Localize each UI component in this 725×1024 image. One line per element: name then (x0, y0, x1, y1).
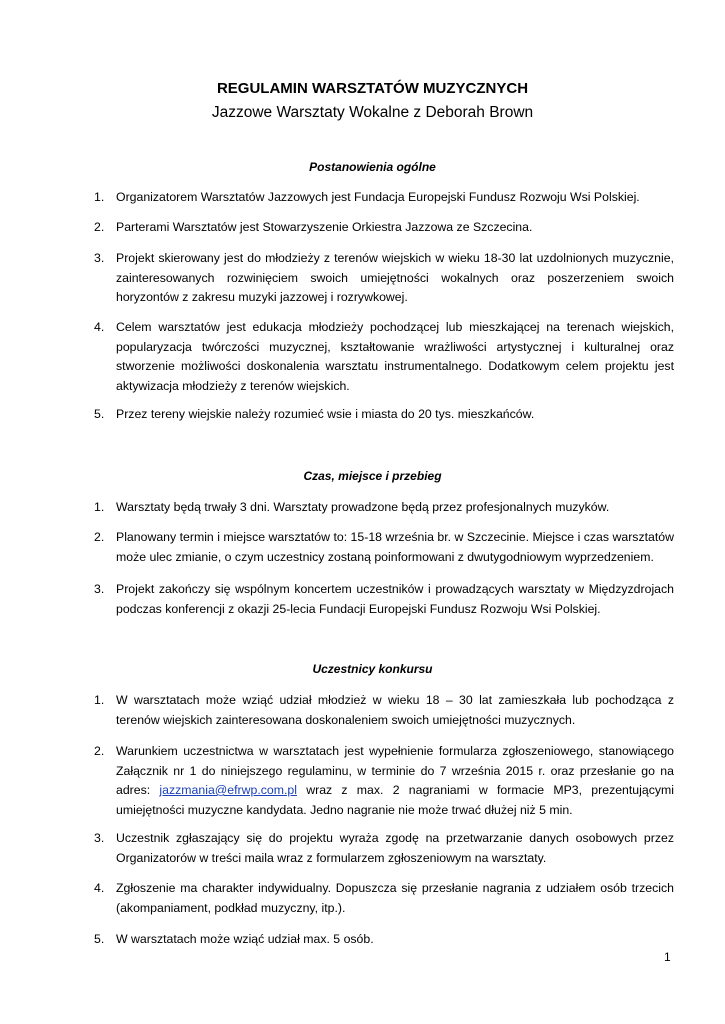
item-number: 3. (94, 251, 105, 265)
list-item (94, 528, 674, 567)
list-item (94, 498, 674, 518)
item-number: 3. (94, 831, 105, 845)
list-item (94, 879, 674, 918)
page-number: 1 (664, 950, 671, 964)
item-number: 5. (94, 932, 105, 946)
document-title: REGULAMIN WARSZTATÓW MUZYCZNYCH (216, 80, 529, 97)
item-number: 1. (94, 693, 105, 707)
section-heading-participants: Uczestnicy konkursu (312, 662, 433, 676)
email-link[interactable]: jazzmania@efrwp.com.pl (159, 783, 297, 797)
item-text: Przez tereny wiejskie należy rozumieć wsie i miasta do 20 tys. mieszkańców. (116, 407, 535, 421)
item-number: 4. (94, 320, 105, 334)
item-text: Warsztaty będą trwały 3 dni. Warsztaty prowadzone będą przez profesjonalnych muzyków. (116, 500, 610, 514)
item-number: 2. (94, 744, 105, 758)
section-heading-general: Postanowienia ogólne (309, 160, 436, 174)
item-text: Planowany termin i miejsce warsztatów to: 15-18 września br. w Szczecinie. Miejsce i czas warsztatów może ulec zmianie, o czym uczestnicy zostaną poinformowani z dwutygodniowym wyprzedzeniem. (116, 530, 674, 564)
list-item (94, 691, 674, 730)
list-item (94, 829, 674, 868)
item-text: Organizatorem Warsztatów Jazzowych jest Fundacja Europejski Fundusz Rozwoju Wsi Polskiej. (116, 190, 640, 204)
item-text-before: Warunkiem uczestnictwa w warsztatach jest wypełnienie formularza zgłoszeniowego, stanowiącego Załącznik nr 1 do niniejszego regulaminu, w terminie do 7 września 2015 r. oraz przesłanie go na adres: (116, 744, 674, 797)
item-text: Celem warsztatów jest edukacja młodzieży pochodzącej lub mieszkającej na terenach wiejskich, popularyzacja twórczości muzycznej, kształtowanie wrażliwości artystycznej i kulturalnej oraz stworzenie możliwości doskonalenia warsztatu instrumentalnego. Dodatkowym celem projektu jest aktywizacja młodzieży z terenów wiejskich. (116, 320, 674, 393)
item-text (116, 742, 674, 820)
item-text: Projekt zakończy się wspólnym koncertem uczestników i prowadzących warsztaty w Międzyzdrojach podczas konferencji z okazji 25-lecia Fundacji Europejski Fundusz Rozwoju Wsi Polskiej. (116, 582, 674, 616)
item-number: 1. (94, 190, 105, 204)
item-text-after: wraz z max. 2 nagraniami w formacie MP3, prezentującymi umiejętności muzyczne kandydata. Jedno nagranie nie może trwać dłużej niż 5 min. (116, 783, 674, 817)
item-text: W warsztatach może wziąć udział max. 5 osób. (116, 932, 374, 946)
item-number: 1. (94, 500, 105, 514)
item-number: 4. (94, 881, 105, 895)
item-text: Projekt skierowany jest do młodzieży z terenów wiejskich w wieku 18-30 lat uzdolnionych muzycznie, zainteresowanych rozwinięciem swoich umiejętności wokalnych oraz poszerzeniem swoich horyzontów z zakresu muzyki jazzowej i rozrywkowej. (116, 251, 674, 304)
section-heading-schedule: Czas, miejsce i przebieg (303, 469, 442, 483)
list-item (94, 218, 674, 238)
list-item (94, 318, 674, 396)
item-text: W warsztatach może wziąć udział młodzież w wieku 18 – 30 lat zamieszkała lub pochodząca z terenów wiejskich zainteresowana doskonaleniem swoich umiejętności muzycznych. (116, 693, 674, 727)
list-item (94, 405, 674, 425)
list-item (94, 742, 674, 820)
item-text: Zgłoszenie ma charakter indywidualny. Dopuszcza się przesłanie nagrania z udziałem osób trzecich (akompaniament, podkład muzyczny, itp.). (116, 881, 674, 915)
list-item (94, 580, 674, 619)
item-number: 5. (94, 407, 105, 421)
list-item (94, 930, 674, 950)
list-item (94, 249, 674, 308)
list-item (94, 188, 674, 208)
document-subtitle: Jazzowe Warsztaty Wokalne z Deborah Brown (211, 104, 534, 121)
item-text: Parterami Warsztatów jest Stowarzyszenie Orkiestra Jazzowa ze Szczecina. (116, 220, 533, 234)
item-number: 3. (94, 582, 105, 596)
item-text: Uczestnik zgłaszający się do projektu wyraża zgodę na przetwarzanie danych osobowych przez Organizatorów w treści maila wraz z formularzem zgłoszeniowym na warsztaty. (116, 831, 674, 865)
item-number: 2. (94, 530, 105, 544)
item-number: 2. (94, 220, 105, 234)
